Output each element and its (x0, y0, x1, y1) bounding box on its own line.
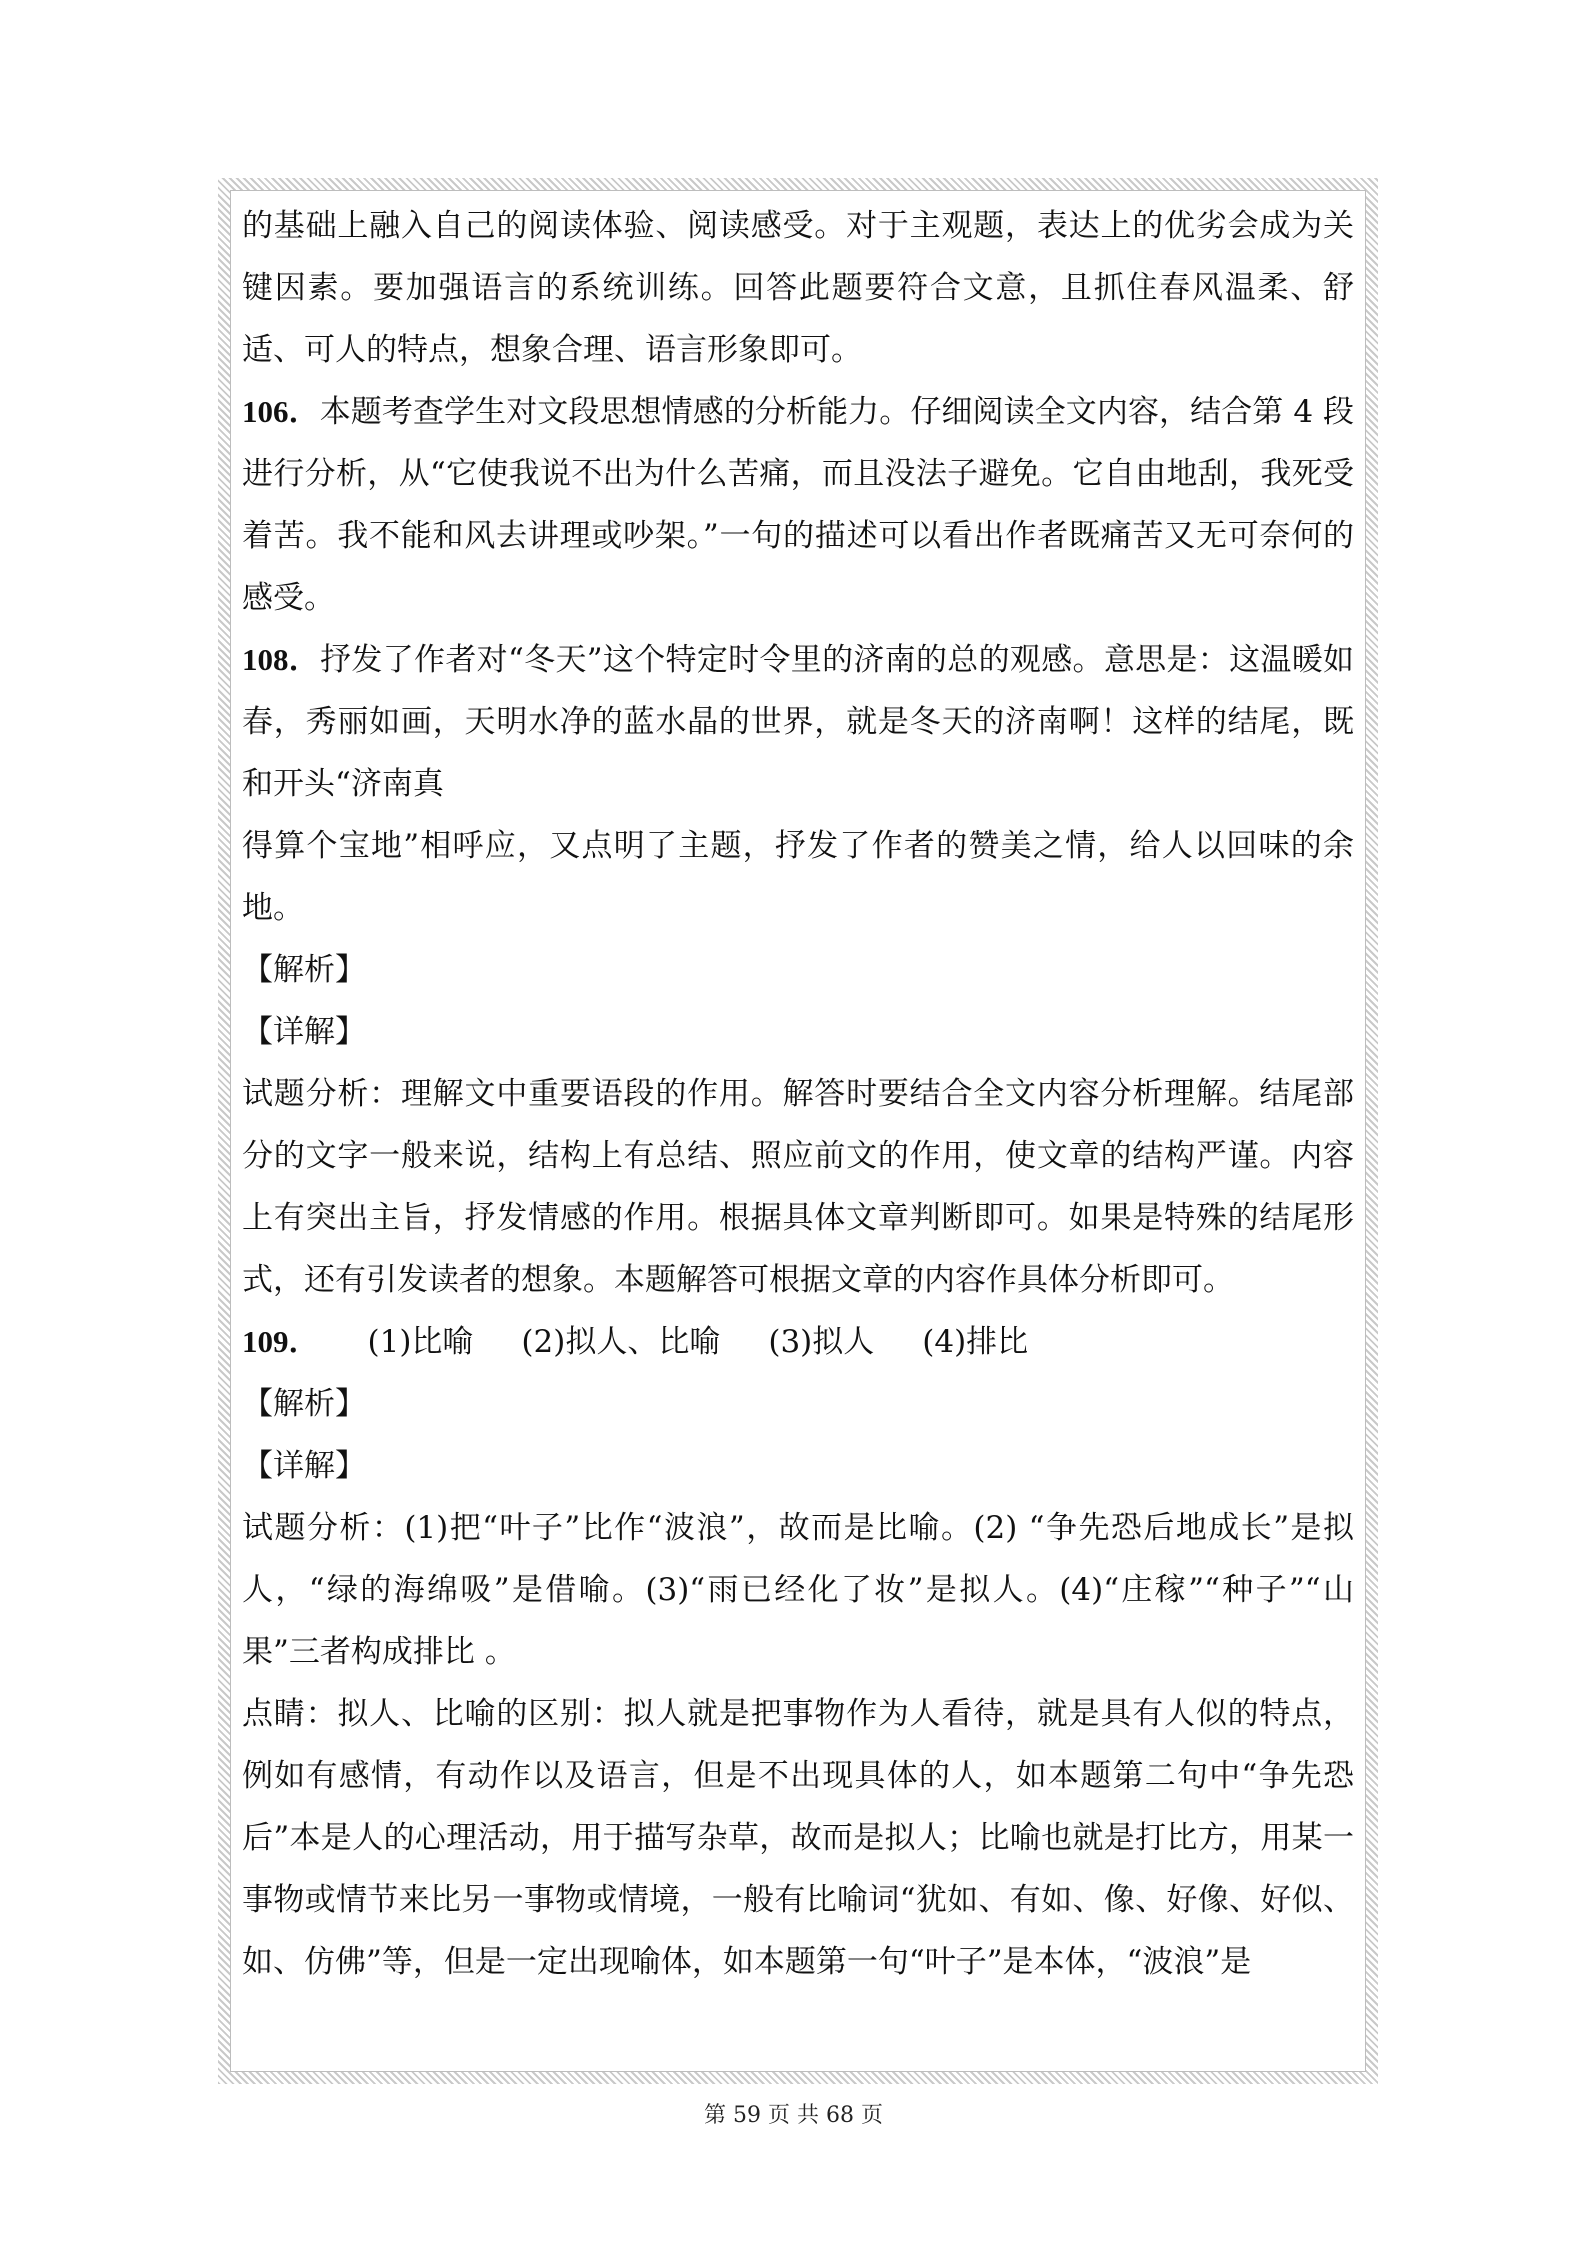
dianjing-note: 点睛：拟人、比喻的区别：拟人就是把事物作为人看待，就是具有人似的特点，例如有感情，有动作以及语言，但是不出现具体的人，如本题第二句中“争先恐后”本是人的心理活动，用于描写杂草，故而是拟人；比喻也就是打比方，用某一事物或情节来比另一事物或情境，一般有比喻词“犹如、有如、像、好像、好似、如、仿佛”等，但是一定出现喻体，如本题第一句“叶子”是本体，“波浪”是 (242, 1696, 1354, 1980)
question-number-108: 108． (242, 642, 321, 677)
paragraph-continuation: 的基础上融入自己的阅读体验、阅读感受。对于主观题，表达上的优劣会成为关键因素。要加强语言的系统训练。回答此题要符合文意，且抓住春风温柔、舒适、可人的特点，想象合理、语言形象即可。 (242, 208, 1354, 368)
answer-109-item-1: (1)比喻 (367, 1324, 474, 1360)
answer-109-item-3: (3)拟人 (768, 1324, 875, 1360)
answer-106-text: 本题考查学生对文段思想情感的分析能力。仔细阅读全文内容，结合第 4 段进行分析，从“它使我说不出为什么苦痛，而且没法子避免。它自由地刮，我死受着苦。我不能和风去讲理或吵架。”一句的描述可以看出作者既痛苦又无可奈何的感受。 (242, 394, 1355, 616)
section-jiexi-2: 【解析】 (242, 1386, 366, 1422)
answer-108-continuation: 得算个宝地”相呼应，又点明了主题，抒发了作者的赞美之情，给人以回味的余地。 (242, 828, 1354, 926)
section-xiangjie: 【详解】 (242, 1014, 366, 1050)
answer-109 (242, 1311, 1354, 1373)
question-number-106: 106． (242, 394, 320, 429)
section-jiexi: 【解析】 (242, 952, 366, 988)
answer-109-item-2: (2)拟人、比喻 (521, 1324, 721, 1360)
answer-106 (242, 381, 1354, 629)
answer-108 (242, 629, 1354, 815)
page-footer: 第 59 页 共 68 页 (704, 2103, 883, 2128)
answer-109-item-4: (4)排比 (922, 1324, 1029, 1360)
question-number-109: 109． (242, 1324, 320, 1359)
analysis-108: 试题分析：理解文中重要语段的作用。解答时要结合全文内容分析理解。结尾部分的文字一般来说，结构上有总结、照应前文的作用，使文章的结构严谨。内容上有突出主旨，抒发情感的作用。根据具体文章判断即可。如果是特殊的结尾形式，还有引发读者的想象。本题解答可根据文章的内容作具体分析即可。 (242, 1076, 1354, 1298)
section-xiangjie-2: 【详解】 (242, 1448, 366, 1484)
answer-108-text: 抒发了作者对“冬天”这个特定时令里的济南的总的观感。意思是：这温暖如春，秀丽如画，天明水净的蓝水晶的世界，就是冬天的济南啊！这样的结尾，既和开头“济南真 (242, 642, 1354, 802)
page-content (242, 195, 1354, 1993)
analysis-109: 试题分析：(1)把“叶子”比作“波浪”，故而是比喻。(2) “争先恐后地成长”是拟人，“绿的海绵吸”是借喻。(3)“雨已经化了妆”是拟人。(4)“庄稼”“种子”“山果”三者构成排比 。 (242, 1510, 1354, 1670)
